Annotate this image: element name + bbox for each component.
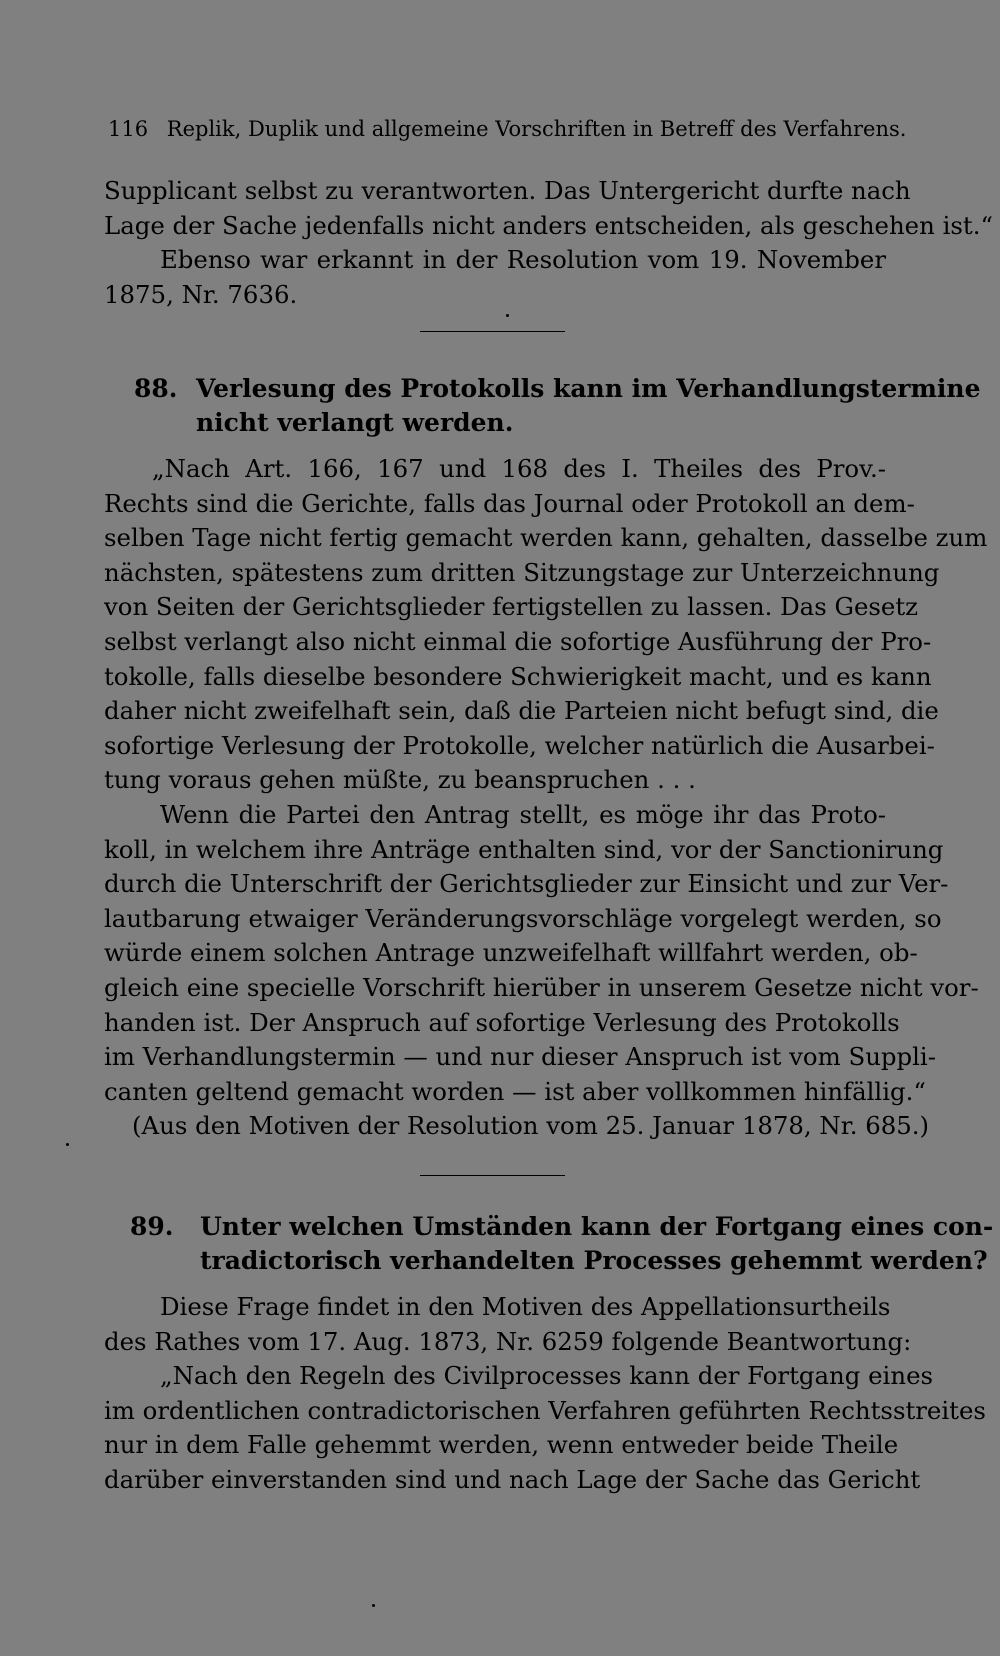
section-divider (420, 1175, 565, 1176)
section-heading (200, 1210, 994, 1278)
text-line: Rechts sind die Gerichte, falls das Journal oder Protokoll an dem- (104, 488, 915, 518)
heading-line: Verlesung des Protokolls kann im Verhandlungstermine (196, 374, 981, 403)
text-line: würde einem solchen Antrage unzweifelhaft willfahrt werden, ob- (104, 938, 918, 968)
print-speck (506, 314, 509, 317)
section-89-body (104, 1290, 986, 1498)
text-line: „Nach Art. 166, 167 und 168 des I. Theiles des Prov.- (152, 454, 886, 483)
text-line: Diese Frage findet in den Motiven des Appellationsurtheils (160, 1292, 891, 1321)
text-line: nur in dem Falle gehemmt werden, wenn entweder beide Theile (104, 1430, 899, 1460)
text-line: selbst verlangt also nicht einmal die sofortige Ausführung der Pro- (104, 626, 932, 656)
text-line: 1875, Nr. 7636. (104, 279, 298, 309)
text-line: daher nicht zweifelhaft sein, daß die Parteien nicht befugt sind, die (104, 696, 939, 726)
text-line: tokolle, falls dieselbe besondere Schwierigkeit macht, und es kann (104, 661, 932, 691)
section-88-body (104, 452, 988, 1144)
heading-line: tradictorisch verhandelten Processes gehemmt werden? (200, 1246, 988, 1275)
intro-paragraph (104, 174, 993, 312)
print-speck (66, 1143, 69, 1146)
running-header (108, 112, 907, 146)
text-line: lautbarung etwaiger Veränderungsvorschläge vorgelegt werden, so (104, 903, 942, 933)
text-line: Supplicant selbst zu verantworten. Das Untergericht durfte nach (104, 176, 911, 205)
text-line: „Nach den Regeln des Civilprocesses kann der Fortgang eines (160, 1361, 934, 1391)
heading-line: nicht verlangt werden. (196, 408, 514, 437)
text-line: Ebenso war erkannt in der Resolution vom 19. November (160, 245, 886, 275)
page-number: 116 (108, 117, 149, 141)
text-line: Wenn die Partei den Antrag stellt, es möge ihr das Proto- (160, 799, 886, 829)
text-line: tung voraus gehen müßte, zu beanspruchen . . . (104, 765, 696, 795)
text-line: des Rathes vom 17. Aug. 1873, Nr. 6259 folgende Beantwortung: (104, 1326, 912, 1356)
print-speck (372, 1604, 375, 1607)
text-line: canten geltend gemacht worden — ist aber vollkommen hinfällig.“ (104, 1076, 926, 1106)
text-line: im Verhandlungstermin — und nur dieser Anspruch ist vom Suppli- (104, 1042, 936, 1072)
text-line: von Seiten der Gerichtsglieder fertigstellen zu lassen. Das Gesetz (104, 592, 919, 622)
running-title: Replik, Duplik und allgemeine Vorschriften in Betreff des Verfahrens. (166, 117, 907, 141)
text-line: gleich eine specielle Vorschrift hierüber in unserem Gesetze nicht vor- (104, 972, 979, 1002)
section-divider (420, 331, 565, 332)
section-number: 88. (134, 374, 178, 403)
heading-line: Unter welchen Umständen kann der Fortgang eines con- (200, 1212, 994, 1241)
text-line: durch die Unterschrift der Gerichtsglieder zur Einsicht und zur Ver- (104, 869, 949, 899)
text-line: selben Tage nicht fertig gemacht werden kann, gehalten, dasselbe zum (104, 523, 988, 553)
text-line: darüber einverstanden sind und nach Lage der Sache das Gericht (104, 1464, 921, 1494)
section-number: 89. (130, 1212, 174, 1241)
text-line: koll, in welchem ihre Anträge enthalten sind, vor der Sanctionirung (104, 834, 944, 864)
text-line: nächsten, spätestens zum dritten Sitzungstage zur Unterzeichnung (104, 557, 940, 587)
text-line: im ordentlichen contradictorischen Verfahren geführten Rechtsstreites (104, 1395, 986, 1425)
section-heading (196, 372, 981, 440)
text-line: sofortige Verlesung der Protokolle, welcher natürlich die Ausarbei- (104, 730, 935, 760)
citation-line: (Aus den Motiven der Resolution vom 25. Januar 1878, Nr. 685.) (132, 1111, 930, 1141)
text-line: Lage der Sache jedenfalls nicht anders entscheiden, als geschehen ist.“ (104, 210, 993, 240)
text-line: handen ist. Der Anspruch auf sofortige Verlesung des Protokolls (104, 1007, 900, 1037)
